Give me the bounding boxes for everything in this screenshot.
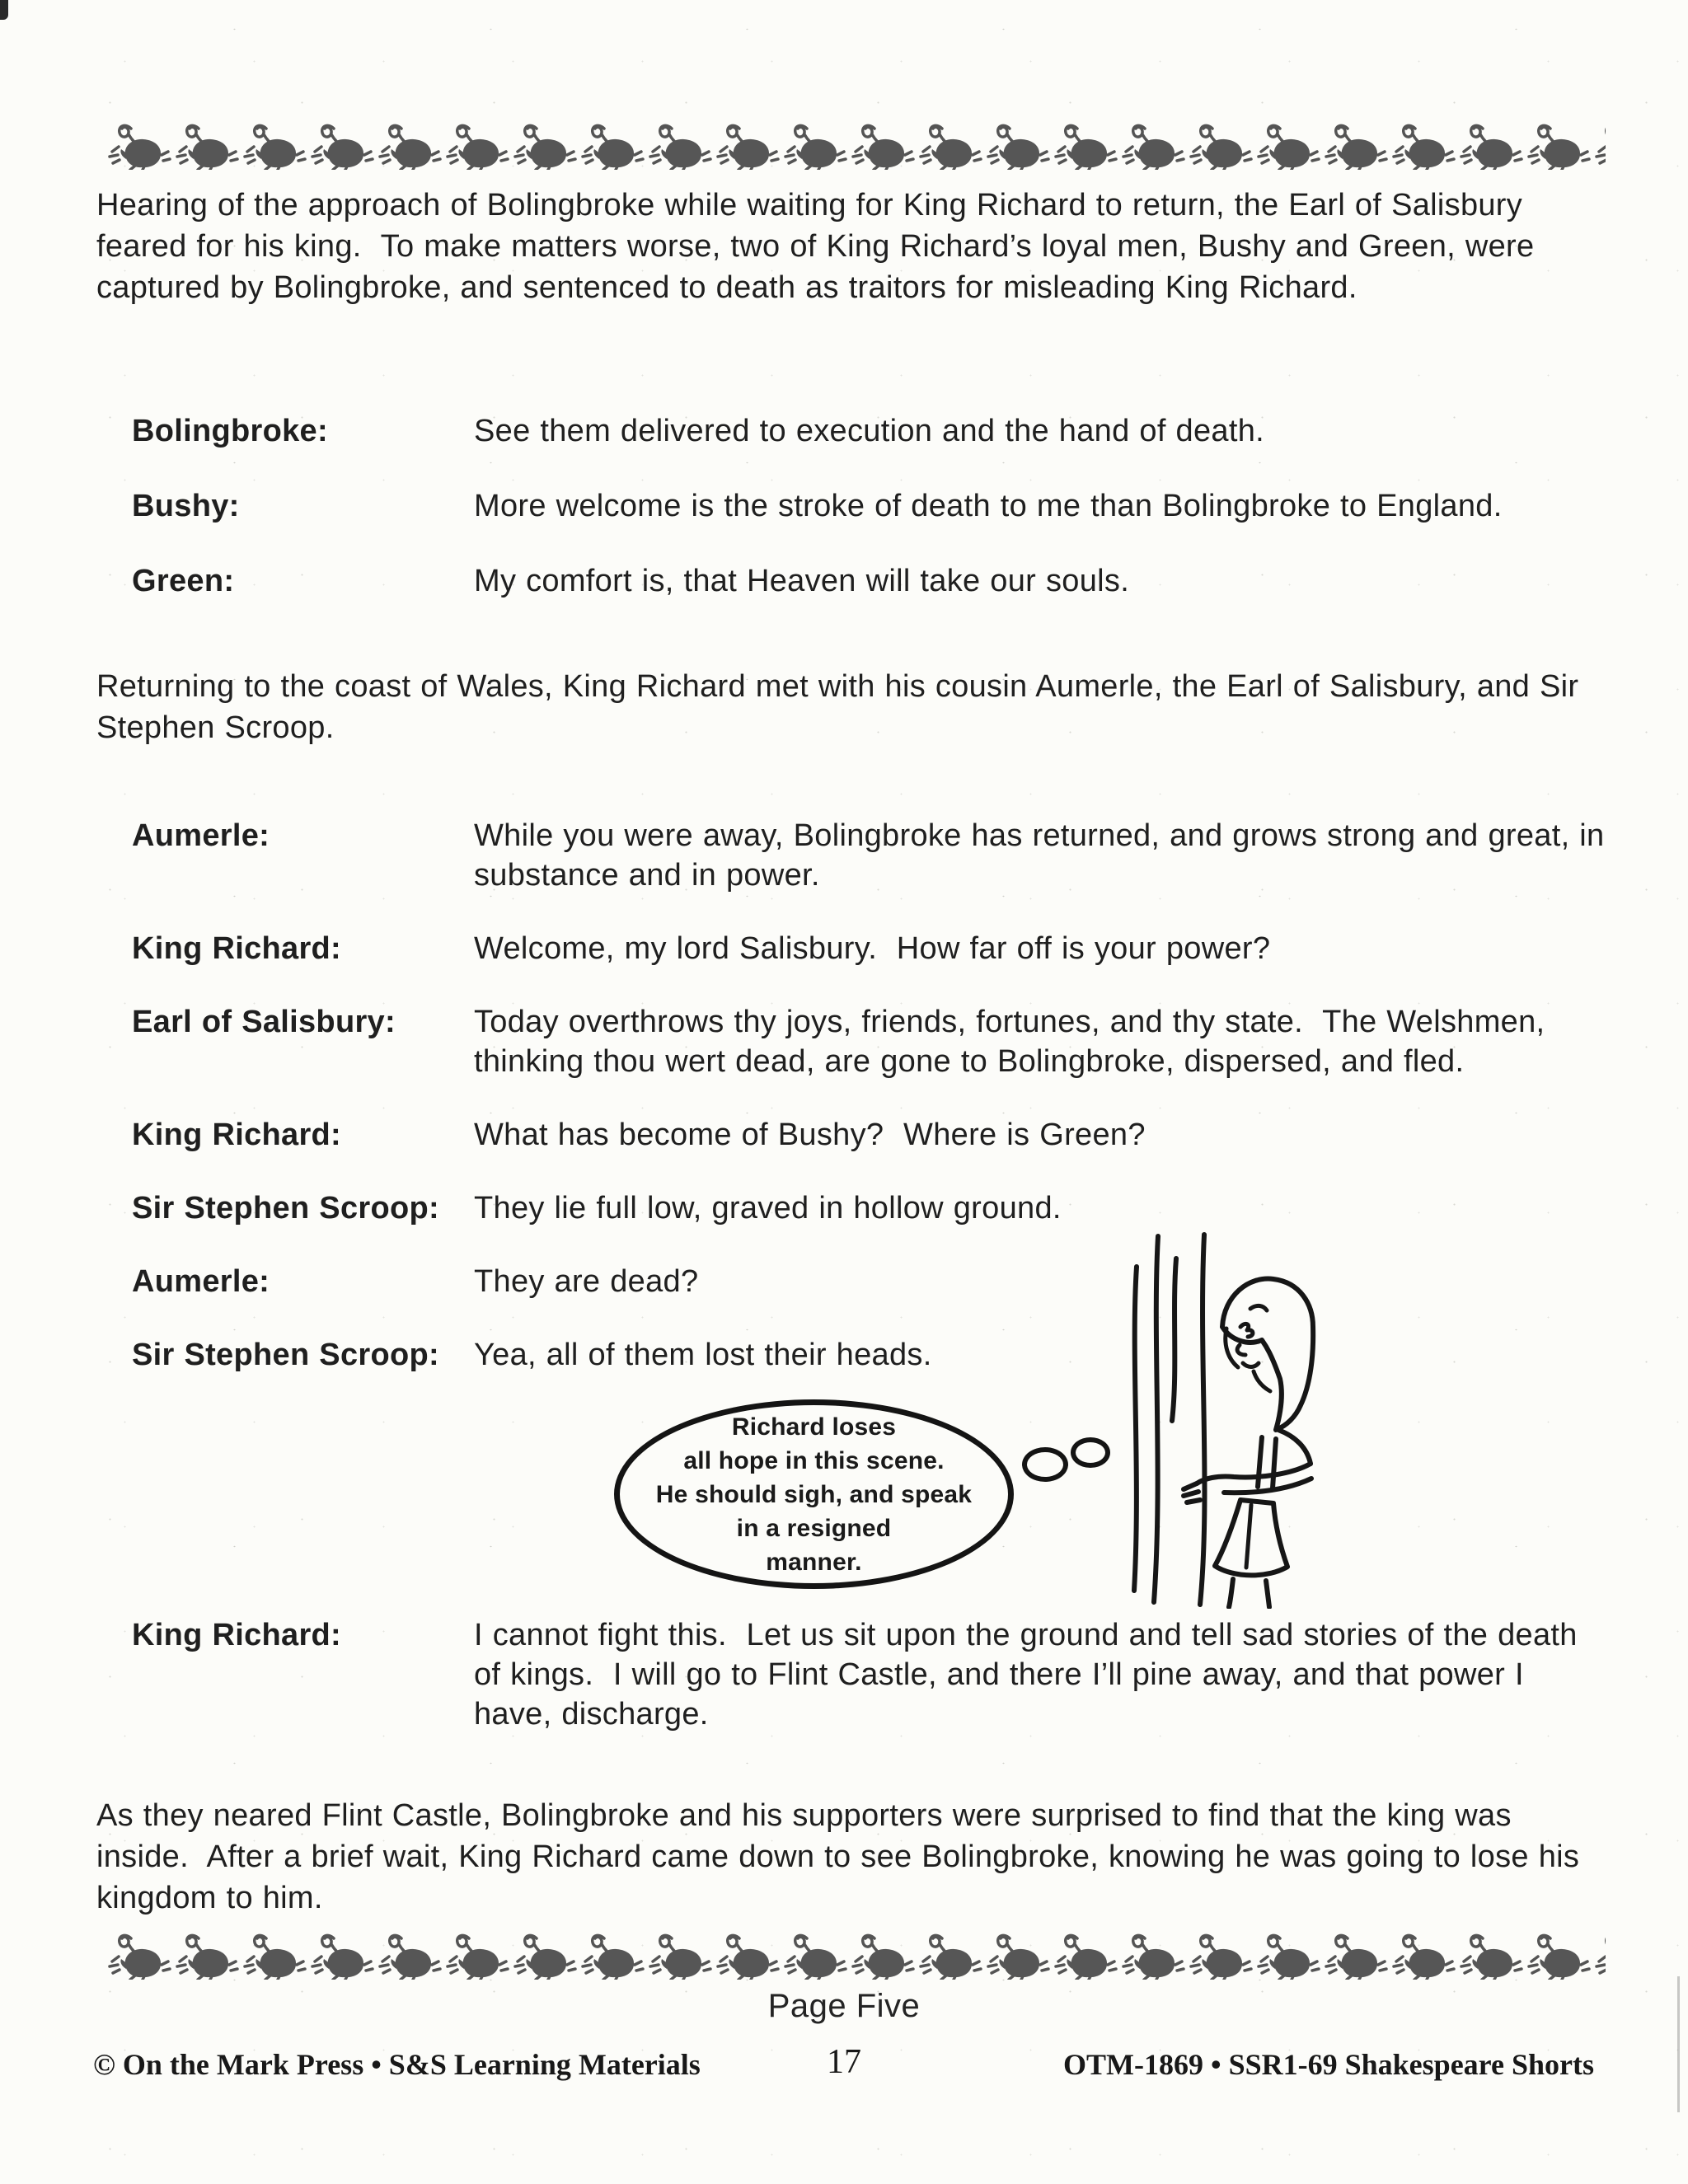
dialogue-line: While you were away, Bolingbroke has returned, and grows strong and great, in substance and in power. bbox=[474, 818, 1615, 893]
dialogue-line: More welcome is the stroke of death to me than Bolingbroke to England. bbox=[474, 489, 1503, 523]
scan-artifact-mark bbox=[0, 0, 8, 20]
page-label: Page Five bbox=[767, 1988, 921, 2024]
footer-product-code: OTM-1869 • SSR1-69 Shakespeare Shorts bbox=[1063, 2048, 1594, 2081]
dialogue-line: They lie full low, graved in hollow ground. bbox=[474, 1191, 1062, 1226]
dialogue-block-1 bbox=[132, 410, 1607, 602]
shakespeare-ornament-border-bottom-icon bbox=[106, 1932, 1606, 1980]
dialogue-block-2 bbox=[132, 816, 1615, 1375]
thought-bubble-text-line: Richard loses bbox=[731, 1413, 897, 1441]
speaker-name: Bushy: bbox=[132, 489, 240, 523]
shakespeare-ornament-border-top-icon bbox=[106, 122, 1606, 170]
speaker-name: Aumerle: bbox=[132, 1264, 270, 1299]
dialogue-line: They are dead? bbox=[474, 1264, 699, 1299]
speaker-name: Bolingbroke: bbox=[132, 414, 328, 448]
dialogue-line: I cannot fight this. Let us sit upon the ground and tell sad stories of the death of kings. I will go to Flint Castle, and there I’ll pine away, and that power I have, discharge. bbox=[474, 1618, 1587, 1732]
dialogue-line: Today overthrows thy joys, friends, fortunes, and thy state. The Welshmen, thinking thou wert dead, are gone to Bolingbroke, dispersed, and fled. bbox=[474, 1005, 1555, 1079]
footer-copyright: © On the Mark Press • S&S Learning Materials bbox=[93, 2048, 701, 2081]
thought-bubble-tail-circle bbox=[1071, 1437, 1110, 1468]
dialogue-line: See them delivered to execution and the hand of death. bbox=[474, 414, 1264, 448]
footer bbox=[0, 2042, 1688, 2092]
thought-bubble-text-line: in a resigned bbox=[736, 1514, 892, 1542]
thought-bubble-text-line: all hope in this scene. bbox=[683, 1446, 945, 1474]
dialogue-block-3 bbox=[132, 1615, 1607, 1734]
closing-paragraph: As they neared Flint Castle, Bolingbroke and his supporters were surprised to find that the king was inside. After a brief wait, King Richard came down to see Bolingbroke, knowing he was going to lose his kingdom to him. bbox=[96, 1798, 1590, 1915]
thought-bubble bbox=[614, 1399, 1014, 1589]
speaker-name: King Richard: bbox=[132, 931, 342, 966]
dialogue-line: Yea, all of them lost their heads. bbox=[474, 1338, 932, 1372]
thought-bubble-text-line: He should sigh, and speak bbox=[655, 1480, 973, 1508]
middle-paragraph: Returning to the coast of Wales, King Richard met with his cousin Aumerle, the Earl of Salisbury, and Sir Stephen Scroop. bbox=[96, 669, 1589, 745]
footer-page-number: 17 bbox=[827, 2043, 861, 2081]
speaker-name: Green: bbox=[132, 564, 235, 598]
speaker-name: Sir Stephen Scroop: bbox=[132, 1338, 439, 1372]
dialogue-line: Welcome, my lord Salisbury. How far off is your power? bbox=[474, 931, 1271, 966]
speaker-name: Aumerle: bbox=[132, 818, 270, 853]
speaker-name: Earl of Salisbury: bbox=[132, 1005, 396, 1039]
speaker-name: King Richard: bbox=[132, 1118, 342, 1152]
thought-bubble-tail-circle bbox=[1022, 1447, 1068, 1482]
speaker-name: Sir Stephen Scroop: bbox=[132, 1191, 439, 1226]
dialogue-line: My comfort is, that Heaven will take our souls. bbox=[474, 564, 1130, 598]
speaker-name: King Richard: bbox=[132, 1618, 342, 1652]
thought-bubble-text-line: manner. bbox=[766, 1548, 862, 1576]
woman-behind-tree-illustration-icon bbox=[1117, 1230, 1381, 1609]
dialogue-line: What has become of Bushy? Where is Green? bbox=[474, 1118, 1146, 1152]
intro-paragraph: Hearing of the approach of Bolingbroke while waiting for King Richard to return, the Earl of Salisbury feared for his king. To make matters worse, two of King Richard’s loyal men, Bushy and Green, were captured by Bolingbroke, and sentenced to death as traitors for misleading King Richard. bbox=[96, 188, 1545, 305]
